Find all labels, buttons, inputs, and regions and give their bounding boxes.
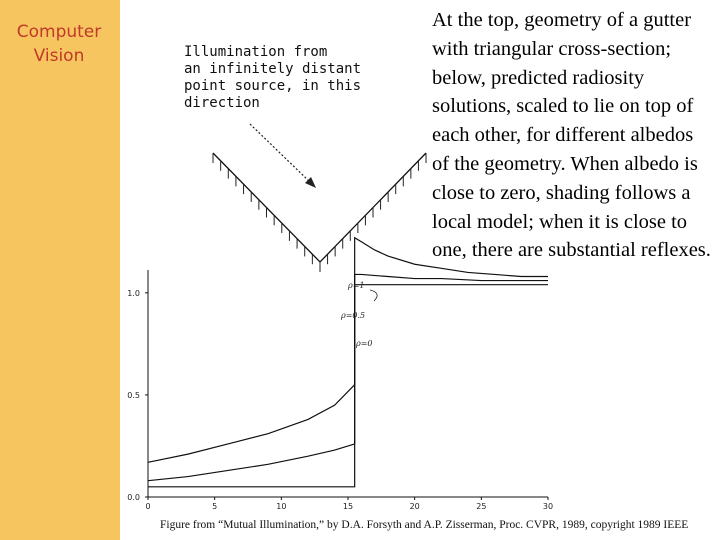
series-line-rho-05 <box>148 274 548 480</box>
y-tick-label: 0.0 <box>127 493 140 502</box>
gutter-geometry <box>213 153 426 272</box>
x-tick-label: 25 <box>476 502 487 511</box>
gutter-left-hatching <box>213 153 320 272</box>
arrow-down-right-icon <box>250 124 316 188</box>
x-tick-label: 30 <box>542 502 554 511</box>
caption: At the top, geometry of a gutter with triangular cross-section; below, predicted radiosity solutions, scaled to lie on top of each other, for different albedos of the geometry. When albedo is close to zero, shading follows a local model; when it is close to one, there are substantial reflexes. <box>432 9 711 262</box>
curve-label-rho-1: ρ=1 <box>348 281 365 290</box>
y-tick-label: 1.0 <box>127 288 140 298</box>
figure-credit: Figure from “Mutual Illumination,” by D.A. Forsyth and A.P. Zisserman, Proc. CVPR, 1989, copyright 1989 IEEE <box>160 519 689 531</box>
x-tick-label: 15 <box>342 502 354 511</box>
x-tick-label: 20 <box>409 502 420 511</box>
illumination-label-line-1: Illumination from <box>184 44 328 60</box>
x-tick-label: 0 <box>145 502 151 511</box>
curve-label-rho-05: ρ=0.5 <box>341 311 366 320</box>
sidebar-title: Computer Vision <box>16 22 102 66</box>
series-line-rho-1 <box>148 238 548 463</box>
illumination-label-line-2: an infinitely distant <box>184 61 362 77</box>
gutter-right-hatching <box>320 153 426 272</box>
illumination-label-line-4: direction <box>184 95 260 111</box>
radiosity-chart <box>127 238 553 511</box>
x-tick-label: 10 <box>276 502 287 511</box>
illumination-label-line-3: point source, in this <box>184 78 362 94</box>
curve-label-rho-0: ρ=0 <box>356 339 373 348</box>
x-tick-label: 5 <box>212 502 218 511</box>
curve-label-rho-1-pointer <box>370 290 377 301</box>
y-tick-label: 0.5 <box>127 390 140 400</box>
